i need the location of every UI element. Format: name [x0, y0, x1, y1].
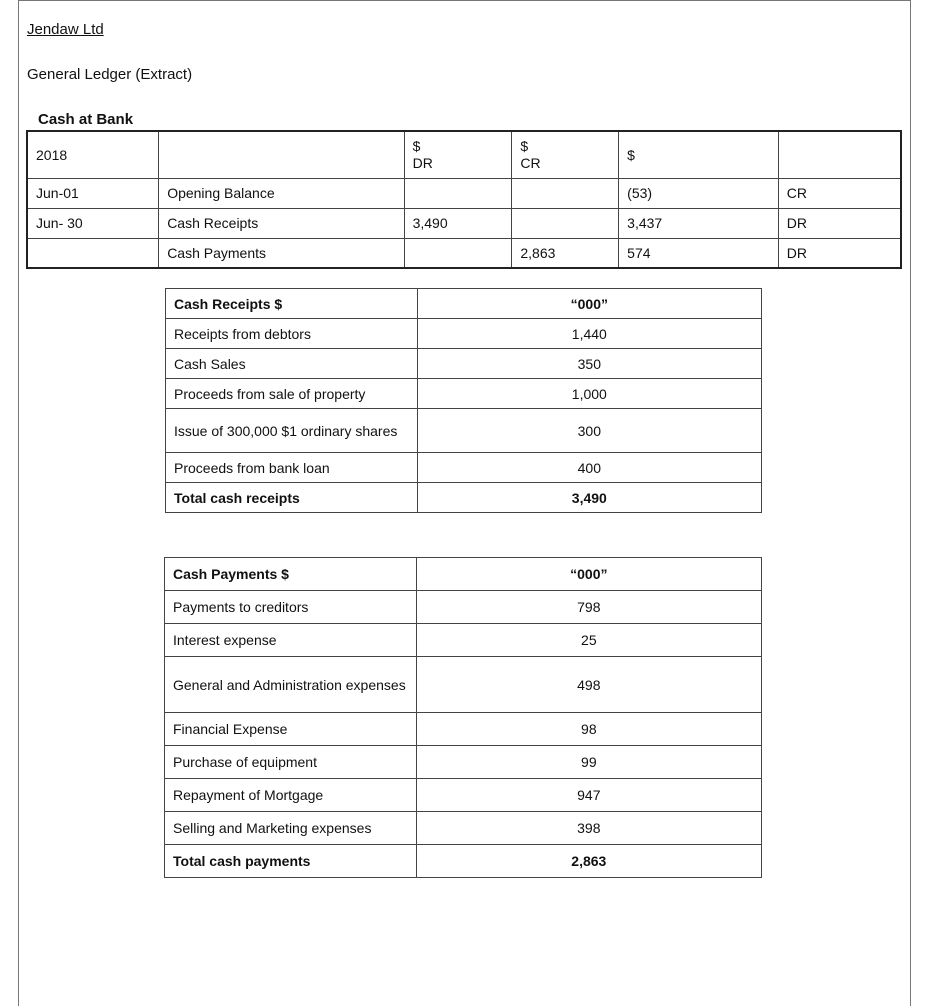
- receipt-label: Proceeds from bank loan: [166, 453, 418, 483]
- cash-receipts-table: [165, 288, 762, 513]
- cr-symbol: $: [520, 137, 529, 154]
- receipts-row: [166, 349, 762, 379]
- ledger-dr: [404, 238, 512, 268]
- ledger-date: Jun- 30: [27, 208, 159, 238]
- payment-value: 798: [416, 591, 761, 624]
- receipts-total-value: 3,490: [417, 483, 761, 513]
- receipt-label: Proceeds from sale of property: [166, 379, 418, 409]
- ledger-cr: 2,863: [512, 238, 619, 268]
- payment-label: Repayment of Mortgage: [165, 779, 417, 812]
- document-subtitle: General Ledger (Extract): [27, 66, 193, 83]
- payment-value: 398: [416, 812, 761, 845]
- payment-value: 25: [416, 624, 761, 657]
- payment-value: 947: [416, 779, 761, 812]
- ledger-balance-header: $: [619, 131, 779, 178]
- ledger-year: 2018: [27, 131, 159, 178]
- ledger-description: Cash Payments: [159, 238, 404, 268]
- ledger-header-row: [27, 131, 901, 178]
- ledger-date: [27, 238, 159, 268]
- payment-value: 99: [416, 746, 761, 779]
- ledger-date: Jun-01: [27, 178, 159, 208]
- ledger-description: Cash Receipts: [159, 208, 404, 238]
- ledger-side-header: [778, 131, 901, 178]
- ledger-cr-header: [512, 131, 619, 178]
- payments-header-row: [165, 558, 762, 591]
- ledger-dr-header: [404, 131, 512, 178]
- receipts-row: [166, 319, 762, 349]
- payments-row: [165, 624, 762, 657]
- receipts-row: [166, 379, 762, 409]
- payments-row: [165, 779, 762, 812]
- payments-total-label: Total cash payments: [165, 845, 417, 878]
- dr-label: DR: [412, 154, 433, 171]
- cash-at-bank-ledger: [26, 130, 902, 269]
- ledger-side: CR: [778, 178, 901, 208]
- payments-header-unit: “000”: [416, 558, 761, 591]
- payment-label: Purchase of equipment: [165, 746, 417, 779]
- payments-row: [165, 746, 762, 779]
- receipts-header-unit: “000”: [417, 289, 761, 319]
- receipt-value: 300: [417, 409, 761, 453]
- receipts-row: [166, 453, 762, 483]
- ledger-balance: 3,437: [619, 208, 779, 238]
- ledger-side: DR: [778, 238, 901, 268]
- payments-header-label: Cash Payments $: [165, 558, 417, 591]
- company-name: Jendaw Ltd: [27, 21, 104, 38]
- ledger-balance: (53): [619, 178, 779, 208]
- ledger-row: [27, 238, 901, 268]
- receipts-header-row: [166, 289, 762, 319]
- receipt-label: Receipts from debtors: [166, 319, 418, 349]
- ledger-row: [27, 208, 901, 238]
- dr-symbol: $: [412, 137, 421, 154]
- payment-label: Payments to creditors: [165, 591, 417, 624]
- receipt-value: 400: [417, 453, 761, 483]
- payment-label: Selling and Marketing expenses: [165, 812, 417, 845]
- ledger-cr: [512, 208, 619, 238]
- payment-value: 98: [416, 713, 761, 746]
- receipts-row: [166, 409, 762, 453]
- ledger-row: [27, 178, 901, 208]
- cr-label: CR: [520, 154, 541, 171]
- receipt-label: Cash Sales: [166, 349, 418, 379]
- ledger-dr: [404, 178, 512, 208]
- cash-payments-table: [164, 557, 762, 878]
- ledger-cr: [512, 178, 619, 208]
- payments-total-value: 2,863: [416, 845, 761, 878]
- receipt-label: Issue of 300,000 $1 ordinary shares: [166, 409, 418, 453]
- payments-row: [165, 812, 762, 845]
- receipt-value: 1,000: [417, 379, 761, 409]
- receipts-total-row: [166, 483, 762, 513]
- payment-label: Financial Expense: [165, 713, 417, 746]
- payments-row: [165, 591, 762, 624]
- payment-label: General and Administration expenses: [165, 657, 417, 713]
- receipt-value: 350: [417, 349, 761, 379]
- payment-label: Interest expense: [165, 624, 417, 657]
- payments-row: [165, 657, 762, 713]
- receipt-value: 1,440: [417, 319, 761, 349]
- receipts-header-label: Cash Receipts $: [166, 289, 418, 319]
- ledger-header-blank: [159, 131, 404, 178]
- payment-value: 498: [416, 657, 761, 713]
- payments-total-row: [165, 845, 762, 878]
- ledger-description: Opening Balance: [159, 178, 404, 208]
- ledger-heading: Cash at Bank: [38, 111, 134, 128]
- ledger-side: DR: [778, 208, 901, 238]
- receipts-total-label: Total cash receipts: [166, 483, 418, 513]
- ledger-dr: 3,490: [404, 208, 512, 238]
- ledger-balance: 574: [619, 238, 779, 268]
- payments-row: [165, 713, 762, 746]
